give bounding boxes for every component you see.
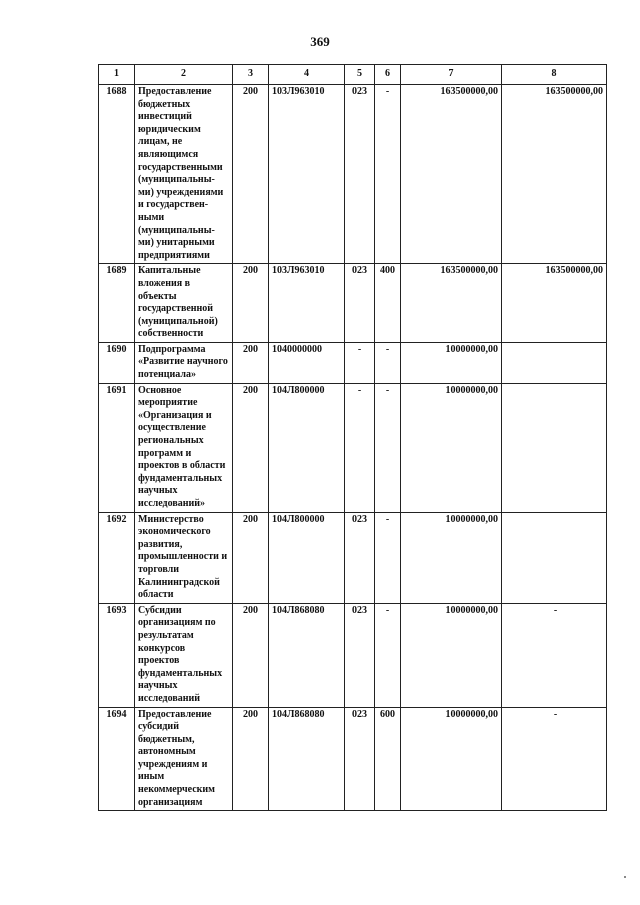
header-row bbox=[99, 65, 607, 85]
table-row bbox=[99, 85, 607, 264]
row-number: 1693 bbox=[99, 603, 135, 707]
row-number: 1688 bbox=[99, 85, 135, 264]
row-amount-col7: 163500000,00 bbox=[401, 264, 502, 343]
budget-table bbox=[98, 64, 607, 811]
row-ministry-code: - bbox=[345, 342, 375, 383]
page-number: 369 bbox=[310, 34, 330, 49]
row-target-code: 103Л963010 bbox=[269, 85, 345, 264]
row-amount-col8 bbox=[502, 383, 607, 512]
row-amount-col7: 10000000,00 bbox=[401, 603, 502, 707]
row-target-code: 104Л800000 bbox=[269, 383, 345, 512]
row-name: Министерство экономического развития, промышленности и торговли Калининградской области bbox=[135, 512, 233, 603]
row-expense-type: - bbox=[375, 342, 401, 383]
row-ministry-code: 023 bbox=[345, 264, 375, 343]
row-section: 200 bbox=[233, 383, 269, 512]
row-target-code: 103Л963010 bbox=[269, 264, 345, 343]
row-target-code: 1040000000 bbox=[269, 342, 345, 383]
header-cell-8: 8 bbox=[502, 65, 607, 85]
row-amount-col8: 163500000,00 bbox=[502, 264, 607, 343]
row-section: 200 bbox=[233, 603, 269, 707]
row-expense-type: - bbox=[375, 603, 401, 707]
row-amount-col7: 10000000,00 bbox=[401, 342, 502, 383]
header-cell-7: 7 bbox=[401, 65, 502, 85]
row-expense-type: - bbox=[375, 512, 401, 603]
row-amount-col8: 163500000,00 bbox=[502, 85, 607, 264]
row-number: 1694 bbox=[99, 707, 135, 811]
row-amount-col8 bbox=[502, 512, 607, 603]
table-row bbox=[99, 383, 607, 512]
row-ministry-code: 023 bbox=[345, 707, 375, 811]
header-cell-3: 3 bbox=[233, 65, 269, 85]
row-name: Подпрограмма «Развитие научного потенциала» bbox=[135, 342, 233, 383]
row-amount-col7: 10000000,00 bbox=[401, 512, 502, 603]
row-expense-type: 600 bbox=[375, 707, 401, 811]
row-section: 200 bbox=[233, 264, 269, 343]
row-target-code: 104Л800000 bbox=[269, 512, 345, 603]
row-section: 200 bbox=[233, 512, 269, 603]
row-ministry-code: 023 bbox=[345, 85, 375, 264]
header-cell-6: 6 bbox=[375, 65, 401, 85]
row-target-code: 104Л868080 bbox=[269, 603, 345, 707]
row-number: 1692 bbox=[99, 512, 135, 603]
row-number: 1689 bbox=[99, 264, 135, 343]
header-cell-5: 5 bbox=[345, 65, 375, 85]
row-section: 200 bbox=[233, 707, 269, 811]
header-cell-1: 1 bbox=[99, 65, 135, 85]
row-section: 200 bbox=[233, 342, 269, 383]
row-name: Предоставление бюджетных инвестиций юридическим лицам, не являющимся государственными (муниципальны-ми) учреждениями и государствен-ными (муниципальны-ми) унитарными предприятиями bbox=[135, 85, 233, 264]
row-name: Предоставление субсидий бюджетным, автономным учреждениям и иным некоммерческим организациям bbox=[135, 707, 233, 811]
row-expense-type: 400 bbox=[375, 264, 401, 343]
row-number: 1691 bbox=[99, 383, 135, 512]
table-row bbox=[99, 707, 607, 811]
row-target-code: 104Л868080 bbox=[269, 707, 345, 811]
header-cell-4: 4 bbox=[269, 65, 345, 85]
row-expense-type: - bbox=[375, 85, 401, 264]
row-amount-col8 bbox=[502, 342, 607, 383]
row-amount-col7: 10000000,00 bbox=[401, 707, 502, 811]
row-name: Капитальные вложения в объекты государственной (муниципальной) собственности bbox=[135, 264, 233, 343]
row-ministry-code: - bbox=[345, 383, 375, 512]
header-cell-2: 2 bbox=[135, 65, 233, 85]
scan-speck bbox=[624, 876, 626, 878]
row-amount-col8: - bbox=[502, 603, 607, 707]
row-amount-col8: - bbox=[502, 707, 607, 811]
table-row bbox=[99, 512, 607, 603]
row-amount-col7: 163500000,00 bbox=[401, 85, 502, 264]
row-expense-type: - bbox=[375, 383, 401, 512]
row-section: 200 bbox=[233, 85, 269, 264]
row-amount-col7: 10000000,00 bbox=[401, 383, 502, 512]
row-number: 1690 bbox=[99, 342, 135, 383]
table-row bbox=[99, 264, 607, 343]
row-name: Основное мероприятие «Организация и осуществление региональных программ и проектов в области фундаментальных научных исследований» bbox=[135, 383, 233, 512]
row-name: Субсидии организациям по результатам конкурсов проектов фундаментальных научных исследований bbox=[135, 603, 233, 707]
row-ministry-code: 023 bbox=[345, 512, 375, 603]
table-row bbox=[99, 342, 607, 383]
row-ministry-code: 023 bbox=[345, 603, 375, 707]
table-row bbox=[99, 603, 607, 707]
